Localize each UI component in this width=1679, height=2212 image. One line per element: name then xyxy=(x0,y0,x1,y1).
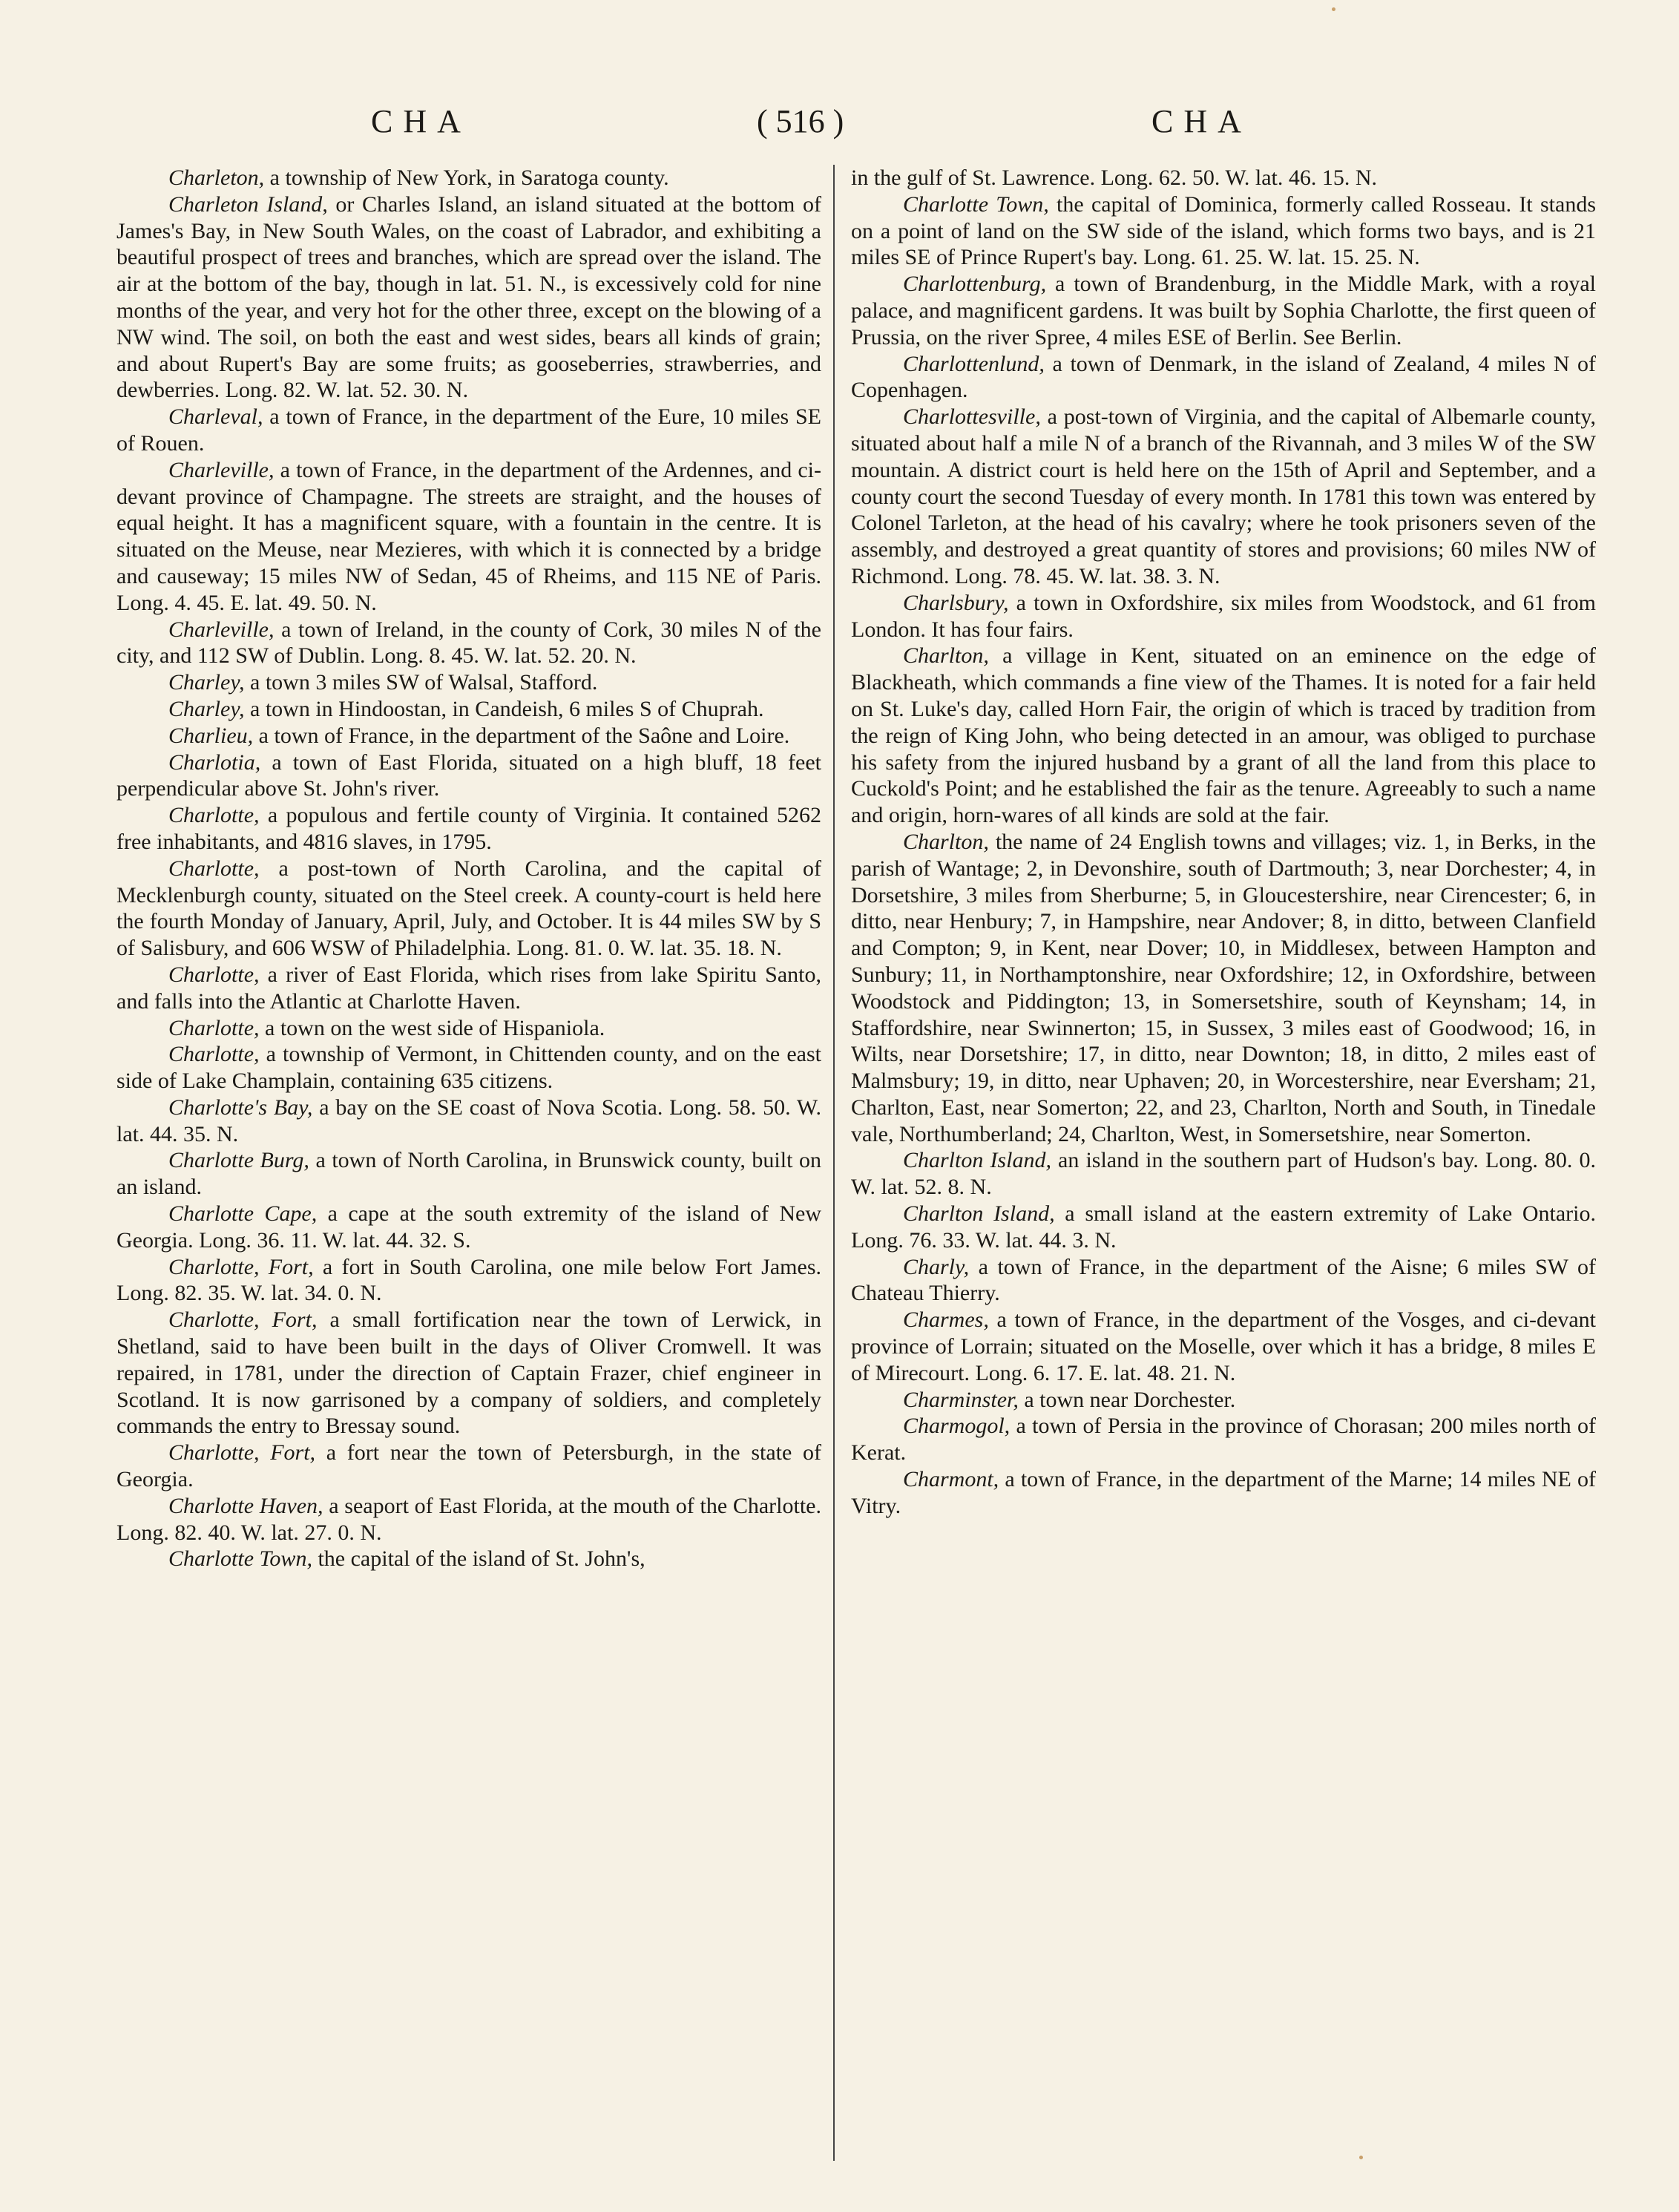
entry-headword: Charlotte, Fort, xyxy=(168,1440,316,1466)
running-head-left: CHA xyxy=(371,103,471,140)
gazetteer-entry xyxy=(116,191,821,404)
entry-text: a town of France, in the department of the Ardennes, and ci-devant province of Champagne. The streets are straight, and the houses of equal height. It has a magnificent square, with a fountain in the centre. It is situated on the Meuse, near Mezieres, with which it is connected by a bridge and causeway; 15 miles NW of Sedan, 45 of Rheims, and 115 NE of Paris. Long. 4. 45. E. lat. 49. 50. N. xyxy=(116,457,821,615)
gazetteer-entry xyxy=(116,1094,821,1148)
entry-text: a small island at the eastern extremity of Lake Ontario. Long. 76. 33. W. lat. 44. 3. N. xyxy=(851,1201,1596,1253)
gazetteer-entry xyxy=(116,749,821,803)
gazetteer-entry xyxy=(116,165,821,191)
gazetteer-entry xyxy=(116,696,821,723)
gazetteer-entry xyxy=(851,643,1596,829)
entry-headword: Charlotte, xyxy=(168,1015,260,1040)
gazetteer-entry xyxy=(116,457,821,617)
entry-headword: Charlotte Burg, xyxy=(168,1148,309,1173)
entry-headword: Charlotte, Fort, xyxy=(168,1254,314,1279)
entry-text: or Charles Island, an island situated at the bottom of James's Bay, in New South Wales, on the coast of Labrador, and exhibiting a beautiful prospect of trees and branches, which are spread over the island. The air at the bottom of the bay, though in lat. 51. N., is excessively cold for nine months of the year, and very hot for the other three, except on the blowing of a NW wind. The soil, on both the east and west sides, bears all kinds of grain; and about Rupert's Bay are some fruits; as gooseberries, strawberries, and dewberries. Long. 82. W. lat. 52. 30. N. xyxy=(116,191,821,403)
gazetteer-entry xyxy=(116,1440,821,1493)
entry-headword: Charlton, xyxy=(903,643,989,669)
entry-text: a township of New York, in Saratoga county. xyxy=(264,165,669,190)
gazetteer-entry xyxy=(851,1254,1596,1307)
entry-text: a town in Oxfordshire, six miles from Woodstock, and 61 from London. It has four fairs. xyxy=(851,590,1596,642)
entry-headword: Charlotte Cape, xyxy=(168,1201,318,1227)
gazetteer-entry xyxy=(116,802,821,856)
entry-text: a town in Hindoostan, in Candeish, 6 miles S of Chuprah. xyxy=(244,696,764,721)
entry-headword: Charlton Island, xyxy=(903,1148,1051,1173)
entry-text: the capital of the island of St. John's, xyxy=(312,1546,645,1572)
entry-text: a town of France, in the department of the Vosges, and ci-devant province of Lorrain; situated on the Moselle, over which it has a bridge, 8 miles E of Mirecourt. Long. 6. 17. E. lat. 48. 21. N. xyxy=(851,1307,1596,1385)
entry-text: a river of East Florida, which rises from lake Spiritu Santo, and falls into the Atlantic at Charlotte Haven. xyxy=(116,962,821,1014)
right-column xyxy=(851,165,1596,2168)
entry-text: a small fortification near the town of Lerwick, in Shetland, said to have been built in the days of Oliver Cromwell. It was repaired, in 1781, under the direction of Captain Frazer, chief engineer in Scotland. It is now garrisoned by a company of soldiers, and completely commands the entry to Bressay sound. xyxy=(116,1307,821,1439)
entry-headword: Charleville, xyxy=(168,457,275,482)
running-head-right: CHA xyxy=(1151,103,1252,140)
entry-headword: Charleval, xyxy=(168,404,263,430)
gazetteer-entry xyxy=(116,1147,821,1201)
entry-text: a town of East Florida, situated on a high bluff, 18 feet perpendicular above St. John's river. xyxy=(116,749,821,801)
entry-headword: Charminster, xyxy=(903,1387,1019,1412)
gazetteer-entry xyxy=(116,1493,821,1546)
entry-headword: Charlotte Town, xyxy=(168,1546,312,1572)
entry-text: a town of Brandenburg, in the Middle Mark, with a royal palace, and magnificent gardens. It was built by Sophia Charlotte, the first queen of Prussia, on the river Spree, 4 miles ESE of Berlin. See Berlin. xyxy=(851,272,1596,349)
entry-headword: Charley, xyxy=(168,670,245,695)
entry-headword: Charlotte, xyxy=(168,962,260,987)
entry-headword: Charley, xyxy=(168,696,245,721)
entry-headword: Charlottenburg, xyxy=(903,272,1047,297)
gazetteer-entry xyxy=(851,1307,1596,1386)
entry-text: a fort near the town of Petersburgh, in the state of Georgia. xyxy=(116,1440,821,1492)
entry-headword: Charlotte Town, xyxy=(903,191,1049,217)
entry-text: a town of North Carolina, in Brunswick county, built on an island. xyxy=(116,1148,821,1200)
entry-text: a fort in South Carolina, one mile below Fort James. Long. 82. 35. W. lat. 34. 0. N. xyxy=(116,1254,821,1306)
entry-text: a town of France, in the department of the Aisne; 6 miles SW of Chateau Thierry. xyxy=(851,1254,1596,1306)
entry-text: a post-town of North Carolina, and the capital of Mecklenburgh county, situated on the Steel creek. A county-court is held here the fourth Monday of January, April, July, and October. It is 44 miles SW by S of Salisbury, and 606 WSW of Philadelphia. Long. 81. 0. W. lat. 35. 18. N. xyxy=(116,856,821,961)
gazetteer-entry xyxy=(851,1466,1596,1520)
entry-headword: Charleton, xyxy=(168,165,265,190)
paper-speck xyxy=(1359,2156,1363,2159)
gazetteer-entry xyxy=(851,590,1596,643)
gazetteer-entry xyxy=(851,271,1596,350)
entry-headword: Charlsbury, xyxy=(903,590,1009,615)
entry-text: a cape at the south extremity of the island of New Georgia. Long. 36. 11. W. lat. 44. 32. S. xyxy=(116,1201,821,1253)
entry-headword: Charlotte Haven, xyxy=(168,1493,323,1518)
page-number: ( 516 ) xyxy=(757,103,844,140)
entry-headword: Charlieu, xyxy=(168,723,254,748)
gazetteer-entry xyxy=(116,669,821,696)
entry-headword: Charlotte, xyxy=(168,803,260,828)
entry-headword: Charlotte, xyxy=(168,856,260,881)
entry-text: a seaport of East Florida, at the mouth of the Charlotte. Long. 82. 40. W. lat. 27. 0. N. xyxy=(116,1493,821,1545)
gazetteer-entry xyxy=(116,1307,821,1440)
entry-headword: Charlottesville, xyxy=(903,404,1041,430)
gazetteer-entry xyxy=(851,1387,1596,1414)
entry-headword: Charlton Island, xyxy=(903,1201,1055,1227)
entry-text: a town 3 miles SW of Walsal, Stafford. xyxy=(244,670,598,695)
gazetteer-entry xyxy=(116,1546,821,1572)
entry-text: a town of France, in the department of the Saône and Loire. xyxy=(253,723,790,748)
entry-headword: Charmogol, xyxy=(903,1414,1011,1439)
gazetteer-entry xyxy=(116,962,821,1015)
gazetteer-entry xyxy=(116,1201,821,1254)
entry-headword: Charly, xyxy=(903,1254,970,1279)
entry-text: a village in Kent, situated on an eminence on the edge of Blackheath, which commands a fine view of the Thames. It is noted for a fair held on St. Luke's day, called Horn Fair, the origin of which is traced by tradition from the reign of King John, who being detected in an amour, was obliged to purchase his safety from the injured husband by a grant of all the land from this place to Cuckold's Point; and he established the fair as the tenure. Agreeably to such a name and origin, horn-wares of all kinds are sold at the fair. xyxy=(851,643,1596,828)
entry-text: an island in the southern part of Hudson's bay. Long. 80. 0. W. lat. 52. 8. N. xyxy=(851,1148,1596,1200)
entry-headword: Charlottenlund, xyxy=(903,351,1045,376)
entry-text: a town on the west side of Hispaniola. xyxy=(259,1015,605,1040)
entry-headword: Charlotte, xyxy=(168,1042,260,1067)
gazetteer-entry xyxy=(116,617,821,670)
entry-text: the name of 24 English towns and villages; viz. 1, in Berks, in the parish of Wantage; 2, in Devonshire, south of Dartmouth; 3, near Dorchester; 4, in Dorsetshire, 3 miles from Sherburne; 5, in Gloucestershire, near Cirencester; 6, in ditto, near Henbury; 7, in Hampshire, near Andover; 8, in ditto, between Clanfield and Compton; 9, in Kent, near Dover; 10, in Middlesex, between Hampton and Sunbury; 11, in Northamptonshire, near Oxfordshire; 12, in Oxfordshire, between Woodstock and Piddington; 13, in Somersetshire, south of Keynsham; 14, in Staffordshire, near Swinnerton; 15, in Sussex, 3 miles east of Goodwood; 16, in Wilts, near Dorsetshire; 17, in ditto, near Downton; 18, in ditto, 2 miles east of Malmsbury; 19, in ditto, near Uphaven; 20, in Worcestershire, near Eversham; 21, Charlton, East, near Somerton; 22, and 23, Charlton, North and South, in Tinedale vale, Northumberland; 24, Charlton, West, in Somersetshire, near Somerton. xyxy=(851,829,1596,1146)
gazetteer-entry xyxy=(851,1147,1596,1201)
gazetteer-entry xyxy=(116,404,821,457)
paper-speck xyxy=(1332,7,1335,11)
gazetteer-entry xyxy=(116,856,821,962)
entry-text: a town near Dorchester. xyxy=(1018,1387,1236,1412)
gazetteer-entry xyxy=(851,1413,1596,1466)
entry-text: a town of France, in the department of the Marne; 14 miles NE of Vitry. xyxy=(851,1467,1596,1518)
entry-headword: Charlotia, xyxy=(168,749,261,775)
gazetteer-entry xyxy=(851,1201,1596,1254)
entry-text: a town of Ireland, in the county of Cork, 30 miles N of the city, and 112 SW of Dublin. Long. 8. 45. W. lat. 52. 20. N. xyxy=(116,617,821,669)
continued-entry: in the gulf of St. Lawrence. Long. 62. 50. W. lat. 46. 15. N. xyxy=(851,165,1378,190)
entry-headword: Charlton, xyxy=(903,829,989,854)
entry-text: a town of Denmark, in the island of Zealand, 4 miles N of Copenhagen. xyxy=(851,351,1596,403)
entry-headword: Charlotte's Bay, xyxy=(168,1094,313,1120)
entry-text: a town of Persia in the province of Chorasan; 200 miles north of Kerat. xyxy=(851,1414,1596,1466)
gazetteer-entry xyxy=(116,1041,821,1094)
entry-text: a bay on the SE coast of Nova Scotia. Long. 58. 50. W. lat. 44. 35. N. xyxy=(116,1094,821,1146)
column-divider xyxy=(833,165,835,2161)
gazetteer-entry xyxy=(116,723,821,749)
entry-headword: Charmes, xyxy=(903,1307,989,1333)
gazetteer-entry xyxy=(116,1254,821,1307)
entry-text: a populous and fertile county of Virginia. It contained 5262 free inhabitants, and 4816 slaves, in 1795. xyxy=(116,803,821,854)
entry-headword: Charlotte, Fort, xyxy=(168,1307,318,1333)
gazetteer-entry xyxy=(116,1015,821,1042)
left-column xyxy=(116,165,821,2168)
entry-text: a post-town of Virginia, and the capital of Albemarle county, situated about half a mile N of a branch of the Rivannah, and 3 miles W of the SW mountain. A district court is held here on the 15th of April and September, and a county court the second Tuesday of every month. In 1781 this town was entered by Colonel Tarleton, at the head of his cavalry; where he took prisoners seven of the assembly, and destroyed a great quantity of stores and provisions; 60 miles NW of Richmond. Long. 78. 45. W. lat. 38. 3. N. xyxy=(851,404,1596,588)
entry-text: the capital of Dominica, formerly called Rosseau. It stands on a point of land on the SW side of the island, which forms two bays, and is 21 miles SE of Prince Rupert's bay. Long. 61. 25. W. lat. 15. 25. N. xyxy=(851,191,1596,270)
gazetteer-entry xyxy=(851,191,1596,271)
gazetteer-entry xyxy=(851,351,1596,404)
entry-text: a township of Vermont, in Chittenden county, and on the east side of Lake Champlain, containing 635 citizens. xyxy=(116,1042,821,1094)
entry-headword: Charmont, xyxy=(903,1467,999,1492)
gazetteer-entry xyxy=(851,404,1596,590)
page-header xyxy=(0,102,1679,147)
entry-headword: Charleville, xyxy=(168,617,275,642)
entry-headword: Charleton Island, xyxy=(168,191,328,217)
gazetteer-entry xyxy=(851,829,1596,1148)
entry-text: a town of France, in the department of the Eure, 10 miles SE of Rouen. xyxy=(116,404,821,456)
